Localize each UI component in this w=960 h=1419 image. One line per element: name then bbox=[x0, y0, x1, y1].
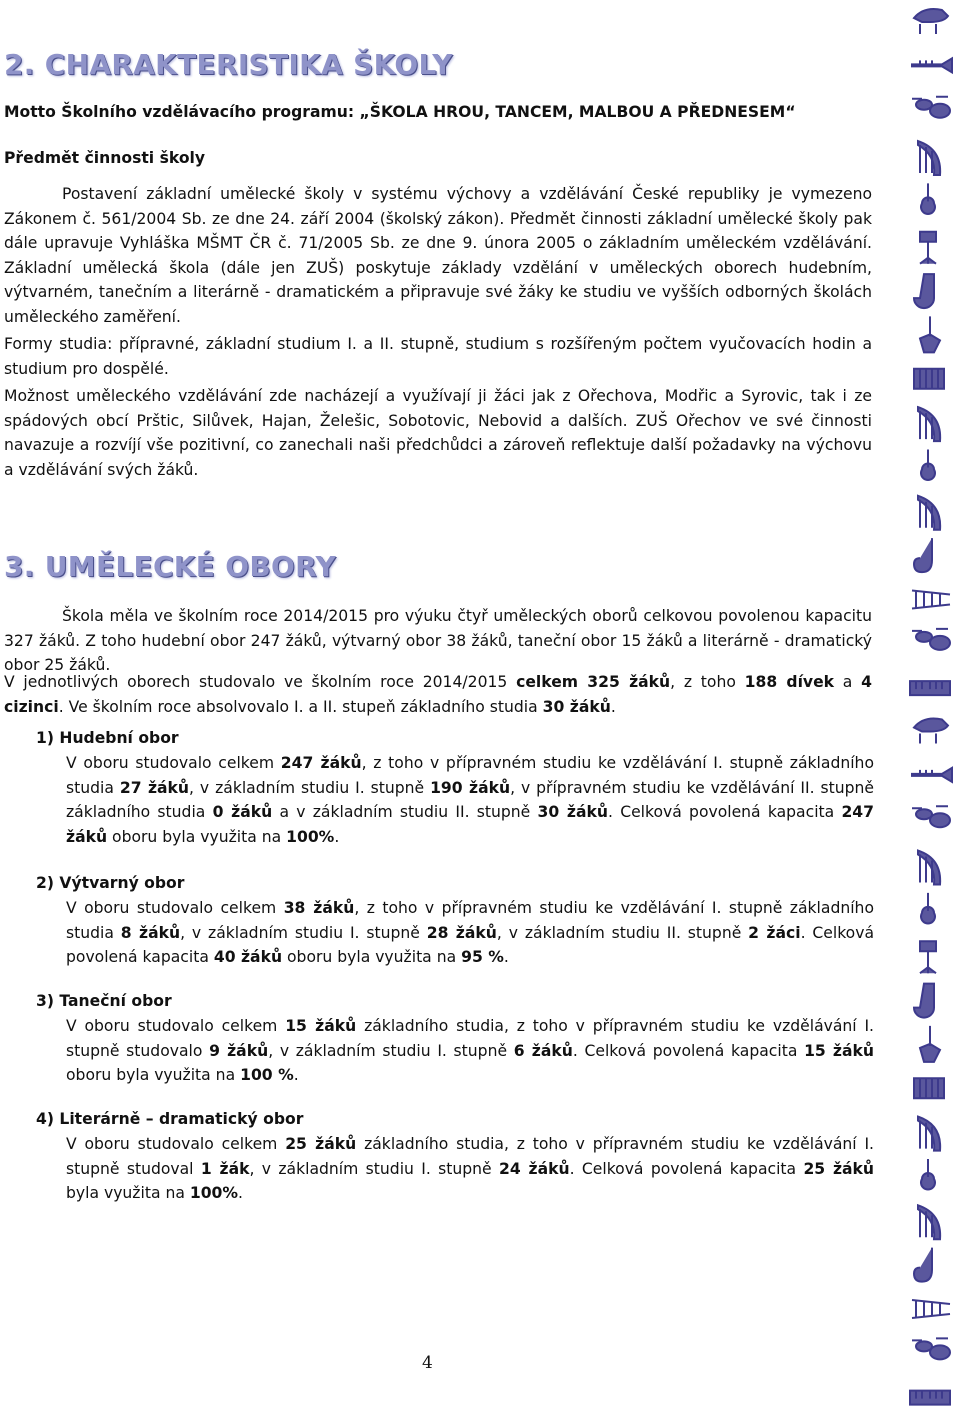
saxophone-icon bbox=[914, 538, 932, 572]
guitar-icon-shape bbox=[921, 449, 935, 480]
drum-kit-icon bbox=[912, 97, 950, 118]
xylophone-icon bbox=[912, 590, 950, 608]
obor-heading-music: 1) Hudební obor bbox=[36, 729, 179, 747]
tuba-icon-shape bbox=[914, 984, 934, 1018]
electric-guitar-icon bbox=[920, 1026, 940, 1062]
trumpet-icon bbox=[912, 58, 952, 72]
xylophone-icon-shape bbox=[912, 1300, 950, 1318]
xylophone-icon bbox=[912, 1300, 950, 1318]
electric-guitar-icon-shape bbox=[920, 1026, 940, 1062]
guitar-icon-shape bbox=[921, 893, 935, 924]
subject-heading: Předmět činnosti školy bbox=[4, 149, 206, 167]
tuba-icon bbox=[914, 984, 934, 1018]
guitar-icon-shape bbox=[921, 183, 935, 214]
harp-icon bbox=[918, 496, 940, 530]
section-2-title: 2. CHARAKTERISTIKA ŠKOLY bbox=[4, 48, 453, 81]
music-stand-icon-shape bbox=[920, 232, 936, 264]
guitar-icon bbox=[921, 183, 935, 214]
harp-icon bbox=[918, 851, 940, 885]
obor-body-art: V oboru studovalo celkem 38 žáků, z toho v přípravném studiu ke vzdělávání I. stupně základního studia 8 žáků, v základním studiu I. stupně 28 žáků, v základním studiu II. stupně 2 žáci. Celková povolená kapacita 40 žáků oboru byla využita na 95 %. bbox=[66, 899, 875, 966]
electric-guitar-icon bbox=[920, 316, 940, 352]
harp-icon-shape bbox=[918, 496, 940, 530]
harp-icon bbox=[918, 1205, 940, 1239]
harp-icon-shape bbox=[918, 851, 940, 885]
harp-icon-shape bbox=[918, 1205, 940, 1239]
piano-icon bbox=[914, 9, 948, 34]
guitar-icon bbox=[921, 1159, 935, 1190]
trumpet-icon-shape bbox=[912, 58, 952, 72]
drum-kit-icon bbox=[912, 1338, 950, 1359]
paragraph-students-total: V jednotlivých oborech studovalo ve školním roce 2014/2015 celkem 325 žáků, z toho 188 dívek a 4 cizinci. Ve školním roce absolvovalo I. a II. stupeň základního studia 30 žáků. bbox=[4, 673, 872, 716]
tuba-icon bbox=[914, 274, 934, 308]
motto: Motto Školního vzdělávacího programu: „ŠKOLA HROU, TANCEM, MALBOU A PŘEDNESEM“ bbox=[4, 103, 796, 121]
music-stand-icon bbox=[920, 232, 936, 264]
guitar-icon bbox=[921, 893, 935, 924]
obor-heading-dance: 3) Taneční obor bbox=[36, 992, 172, 1010]
instrument-icons-strip bbox=[898, 0, 960, 1419]
paragraph-catchment: Možnost uměleckého vzdělávání zde nacházejí a využívají ji žáci jak z Ořechova, Modřic a Syrovic, tak i ze spádových obcí Prštic, Silůvek, Hajan, Želešic, Sobotovic, Nebovid a dalších. ZUŠ Ořechov ve své činnosti navazuje a rozvíjí vše pozitivní, co zanechali naši předchůdci a zároveň reflektuje další požadavky na výchovu a vzdělávání svých žáků. bbox=[4, 387, 872, 479]
obor-body-drama: V oboru studovalo celkem 25 žáků základního studia, z toho v přípravném studiu ke vzdělávání I. stupně studoval 1 žák, v základním studiu I. stupně 24 žáků. Celková povolená kapacita 25 žáků byla využita na 100%. bbox=[66, 1135, 875, 1202]
keyboard-icon bbox=[910, 681, 950, 695]
saxophone-icon bbox=[914, 1248, 932, 1282]
page-number: 4 bbox=[422, 1353, 433, 1373]
section-3-title: 3. UMĚLECKÉ OBORY bbox=[4, 550, 337, 583]
drum-kit-icon bbox=[912, 806, 950, 827]
accordion-icon bbox=[914, 369, 944, 389]
harp-icon bbox=[918, 141, 940, 175]
harp-icon bbox=[918, 407, 940, 441]
music-stand-icon bbox=[920, 941, 936, 973]
drum-kit-icon-shape bbox=[912, 97, 950, 118]
harp-icon-shape bbox=[918, 141, 940, 175]
drum-kit-icon-shape bbox=[912, 806, 950, 827]
trumpet-icon bbox=[912, 768, 952, 782]
harp-icon-shape bbox=[918, 407, 940, 441]
drum-kit-icon bbox=[912, 629, 950, 650]
accordion-icon-shape bbox=[914, 1078, 944, 1098]
piano-icon-shape bbox=[914, 9, 948, 34]
piano-icon-shape bbox=[914, 719, 948, 744]
harp-icon bbox=[918, 1117, 940, 1151]
accordion-icon bbox=[914, 1078, 944, 1098]
harp-icon-shape bbox=[918, 1117, 940, 1151]
keyboard-icon-shape bbox=[910, 681, 950, 695]
electric-guitar-icon-shape bbox=[920, 316, 940, 352]
piano-icon bbox=[914, 719, 948, 744]
accordion-icon-shape bbox=[914, 369, 944, 389]
tuba-icon-shape bbox=[914, 274, 934, 308]
obor-heading-art: 2) Výtvarný obor bbox=[36, 874, 185, 892]
keyboard-icon bbox=[910, 1391, 950, 1405]
paragraph-legal-basis: Postavení základní umělecké školy v systému výchovy a vzdělávání České republiky je vymezeno Zákonem č. 561/2004 Sb. ze dne 24. září 2004 (školský zákon). Předmět činnosti základní umělecké školy pak dále upravuje Vyhláška MŠMT ČR č. 71/2005 Sb. ze dne 9. února 2005 o základním uměleckém vzdělávání. Základní umělecká škola (dále jen ZUŠ) poskytuje základy vzdělání v uměleckých oborech hudebním, výtvarném, tanečním a literárně - dramatickém a připravuje své žáky ke studiu ve vyšších odborných školách uměleckého zaměření. bbox=[4, 185, 872, 326]
obor-body-music: V oboru studovalo celkem 247 žáků, z toho v přípravném studiu ke vzdělávání I. stupně základního studia 27 žáků, v základním studiu I. stupně 190 žáků, v přípravném studiu ke vzdělávání II. stupně základního studia 0 žáků a v základním studiu II. stupně 30 žáků. Celková povolená kapacita 247 žáků oboru byla využita na 100%. bbox=[66, 754, 874, 846]
saxophone-icon-shape bbox=[914, 538, 932, 572]
drum-kit-icon-shape bbox=[912, 1338, 950, 1359]
obor-heading-drama: 4) Literárně – dramatický obor bbox=[36, 1110, 304, 1128]
music-stand-icon-shape bbox=[920, 941, 936, 973]
paragraph-capacity: Škola měla ve školním roce 2014/2015 pro výuku čtyř uměleckých oborů celkovou povolenou kapacitu 327 žáků. Z toho hudební obor 247 žáků, výtvarný obor 38 žáků, taneční obor 15 žáků a literárně - dramatický obor 25 žáků. bbox=[4, 607, 872, 674]
paragraph-study-forms: Formy studia: přípravné, základní studium I. a II. stupně, studium s rozšířeným počtem vyučovacích hodin a studium pro dospělé. bbox=[4, 335, 872, 378]
keyboard-icon-shape bbox=[910, 1391, 950, 1405]
obor-body-dance: V oboru studovalo celkem 15 žáků základního studia, z toho v přípravném studiu ke vzdělávání I. stupně studovalo 9 žáků, v základním studiu I. stupně 6 žáků. Celková povolená kapacita 15 žáků oboru byla využita na 100 %. bbox=[66, 1017, 875, 1084]
drum-kit-icon-shape bbox=[912, 629, 950, 650]
music-instrument-border bbox=[898, 0, 960, 1419]
guitar-icon-shape bbox=[921, 1159, 935, 1190]
xylophone-icon-shape bbox=[912, 590, 950, 608]
saxophone-icon-shape bbox=[914, 1248, 932, 1282]
guitar-icon bbox=[921, 449, 935, 480]
trumpet-icon-shape bbox=[912, 768, 952, 782]
